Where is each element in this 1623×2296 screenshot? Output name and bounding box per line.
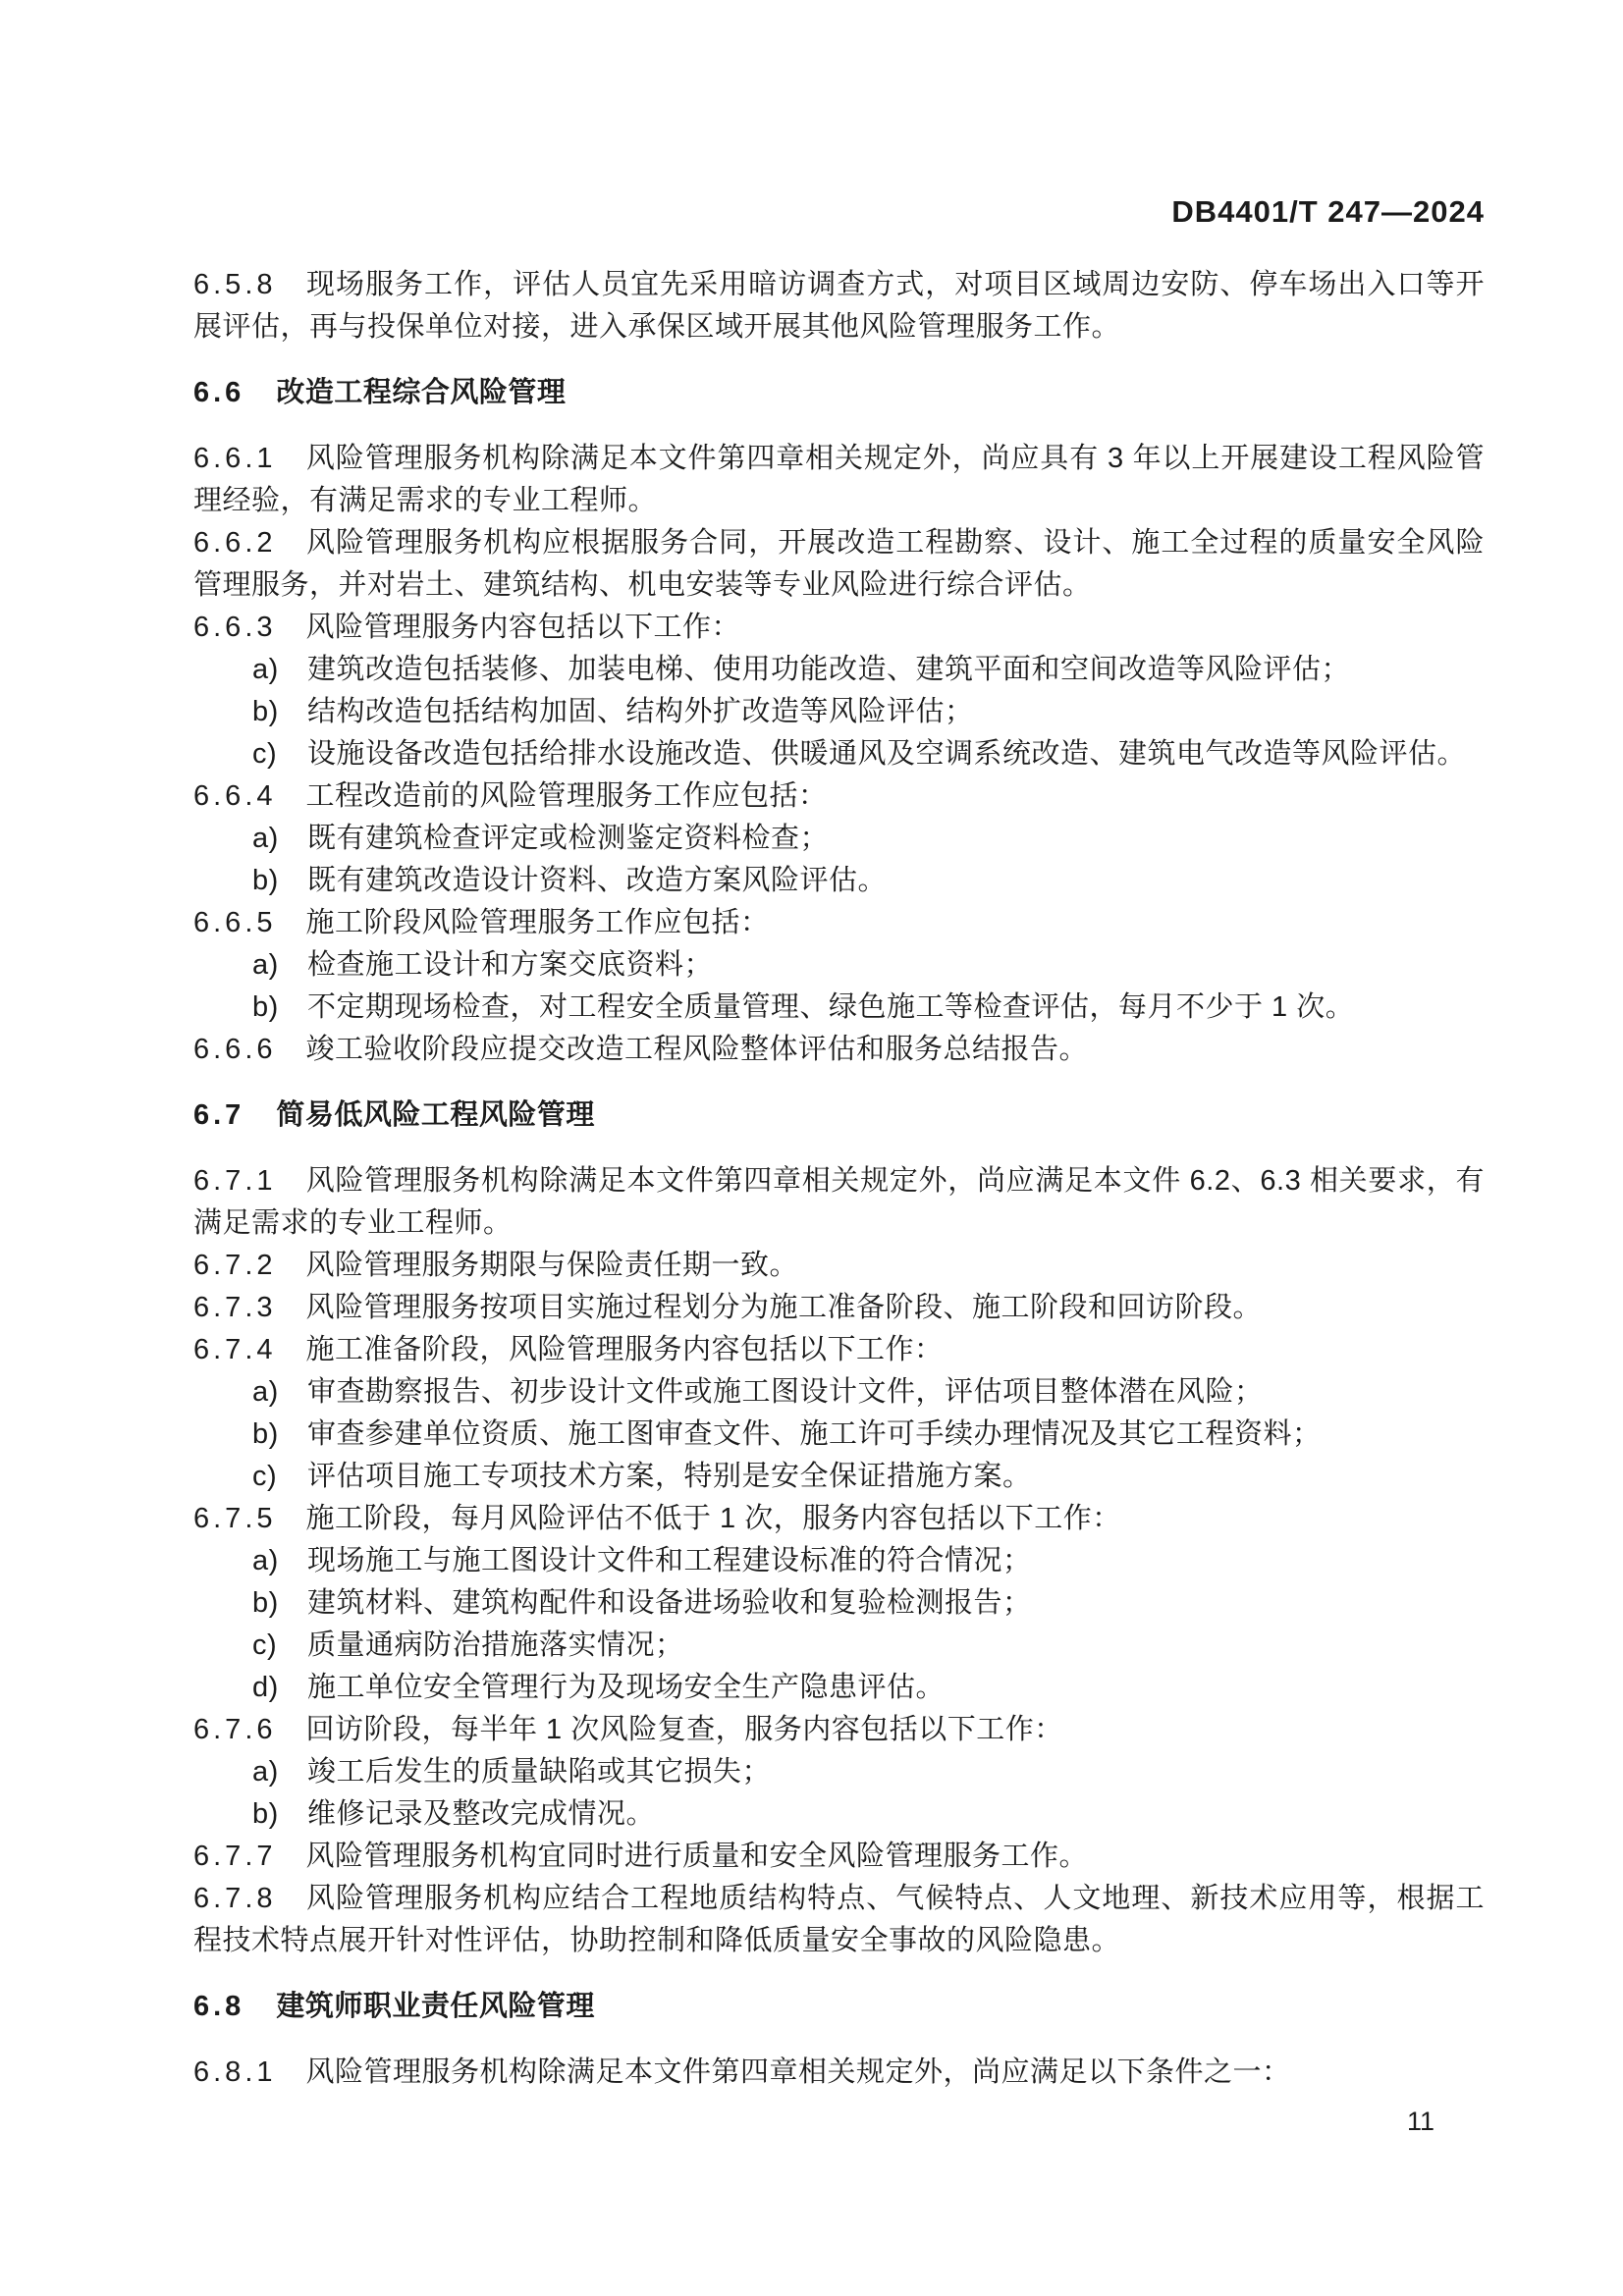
section-heading-6-7 [193, 1095, 1485, 1137]
clause-text: 施工阶段风险管理服务工作应包括： [305, 907, 770, 938]
list-item-text: 既有建筑检查评定或检测鉴定资料检查； [307, 823, 830, 854]
list-item [193, 1625, 1485, 1667]
list-item [193, 1793, 1485, 1836]
clause-6-7-1 [193, 1160, 1485, 1245]
section-number: 6.6 [193, 377, 245, 408]
list-item-text: 建筑材料、建筑构配件和设备进场验收和复验检测报告； [307, 1587, 1032, 1619]
clause-text: 风险管理服务机构除满足本文件第四章相关规定外，尚应具有 3 年以上开展建设工程风险管理经验，有满足需求的专业工程师。 [193, 443, 1485, 516]
clause-6-6-2 [193, 522, 1485, 607]
clause-number: 6.7.4 [193, 1334, 277, 1365]
list-item-text: 评估项目施工专项技术方案，特别是安全保证措施方案。 [307, 1461, 1032, 1492]
list-item-text: 施工单位安全管理行为及现场安全生产隐患评估。 [307, 1672, 946, 1703]
list-item [193, 1582, 1485, 1625]
clause-number: 6.7.3 [193, 1292, 277, 1323]
clause-6-6-1 [193, 438, 1485, 522]
clause-6-6-3 [193, 607, 1485, 649]
list-item-label: c) [252, 1461, 278, 1492]
list-item-label: a) [252, 1756, 279, 1788]
list-item-label: c) [252, 738, 278, 770]
list-item-label: a) [252, 1545, 279, 1576]
clause-text: 风险管理服务按项目实施过程划分为施工准备阶段、施工阶段和回访阶段。 [305, 1292, 1263, 1323]
clause-number: 6.7.2 [193, 1250, 277, 1281]
clause-text: 工程改造前的风险管理服务工作应包括： [305, 780, 828, 812]
document-code-header: DB4401/T 247—2024 [1171, 194, 1485, 229]
list-item [193, 944, 1485, 987]
list-item [193, 649, 1485, 691]
list-item [193, 733, 1485, 775]
clause-number: 6.6.4 [193, 780, 277, 812]
clause-6-8-1 [193, 2052, 1485, 2094]
clause-number: 6.6.1 [193, 443, 277, 474]
clause-text: 风险管理服务机构应结合工程地质结构特点、气候特点、人文地理、新技术应用等，根据工程技术特点展开针对性评估，协助控制和降低质量安全事故的风险隐患。 [193, 1883, 1485, 1956]
list-item-label: b) [252, 991, 279, 1023]
list-item [193, 818, 1485, 860]
clause-text: 现场服务工作，评估人员宜先采用暗访调查方式，对项目区域周边安防、停车场出入口等开展评估，再与投保单位对接，进入承保区域开展其他风险管理服务工作。 [193, 269, 1485, 343]
list-item-label: c) [252, 1629, 278, 1661]
list-item [193, 691, 1485, 733]
clause-number: 6.7.6 [193, 1714, 277, 1745]
clause-6-7-7 [193, 1836, 1485, 1878]
list-item-label: b) [252, 1798, 279, 1830]
page-number: 11 [1406, 2107, 1434, 2136]
section-heading-6-6 [193, 372, 1485, 414]
list-item [193, 1540, 1485, 1582]
clause-6-7-4 [193, 1329, 1485, 1371]
clause-number: 6.5.8 [193, 269, 277, 300]
clause-6-6-5 [193, 902, 1485, 944]
list-item-text: 质量通病防治措施落实情况； [307, 1629, 684, 1661]
list-item-text: 检查施工设计和方案交底资料； [307, 949, 714, 981]
list-item-text: 不定期现场检查，对工程安全质量管理、绿色施工等检查评估，每月不少于 1 次。 [307, 991, 1355, 1023]
clause-number: 6.7.5 [193, 1503, 277, 1534]
clause-number: 6.8.1 [193, 2056, 277, 2088]
clause-text: 风险管理服务机构应根据服务合同，开展改造工程勘察、设计、施工全过程的质量安全风险管理服务，并对岩土、建筑结构、机电安装等专业风险进行综合评估。 [193, 527, 1485, 601]
clause-6-7-2 [193, 1245, 1485, 1287]
clause-text: 施工准备阶段，风险管理服务内容包括以下工作： [305, 1334, 944, 1365]
clause-6-7-6 [193, 1709, 1485, 1751]
list-item-text: 审查勘察报告、初步设计文件或施工图设计文件，评估项目整体潜在风险； [307, 1376, 1264, 1408]
clause-6-7-3 [193, 1287, 1485, 1329]
clause-text: 回访阶段，每半年 1 次风险复查，服务内容包括以下工作： [305, 1714, 1063, 1745]
list-item-label: d) [252, 1672, 279, 1703]
clause-text: 风险管理服务机构宜同时进行质量和安全风险管理服务工作。 [305, 1841, 1089, 1872]
clause-text: 风险管理服务机构除满足本文件第四章相关规定外，尚应满足以下条件之一： [305, 2056, 1291, 2088]
clause-6-6-4 [193, 775, 1485, 818]
list-item-label: b) [252, 865, 279, 896]
list-item [193, 1667, 1485, 1709]
clause-6-7-8 [193, 1878, 1485, 1962]
list-item [193, 987, 1485, 1029]
section-heading-6-8 [193, 1986, 1485, 2028]
section-title: 简易低风险工程风险管理 [276, 1099, 595, 1131]
list-item [193, 1456, 1485, 1498]
section-number: 6.7 [193, 1099, 245, 1131]
clause-number: 6.6.5 [193, 907, 277, 938]
list-item-text: 维修记录及整改完成情况。 [307, 1798, 656, 1830]
clause-number: 6.6.6 [193, 1034, 277, 1065]
list-item [193, 1371, 1485, 1414]
list-item-text: 既有建筑改造设计资料、改造方案风险评估。 [307, 865, 888, 896]
list-item-label: a) [252, 654, 279, 685]
section-number: 6.8 [193, 1991, 245, 2022]
clause-text: 施工阶段，每月风险评估不低于 1 次，服务内容包括以下工作： [305, 1503, 1121, 1534]
list-item-text: 建筑改造包括装修、加装电梯、使用功能改造、建筑平面和空间改造等风险评估； [307, 654, 1351, 685]
list-item-label: a) [252, 823, 279, 854]
list-item-label: b) [252, 1587, 279, 1619]
clause-6-5-8 [193, 264, 1485, 348]
list-item-text: 现场施工与施工图设计文件和工程建设标准的符合情况； [307, 1545, 1032, 1576]
list-item-label: b) [252, 1418, 279, 1450]
list-item [193, 1414, 1485, 1456]
list-item-text: 结构改造包括结构加固、结构外扩改造等风险评估； [307, 696, 974, 727]
list-item-text: 设施设备改造包括给排水设施改造、供暖通风及空调系统改造、建筑电气改造等风险评估。 [307, 738, 1467, 770]
clause-text: 风险管理服务机构除满足本文件第四章相关规定外，尚应满足本文件 6.2、6.3 相关要求，有满足需求的专业工程师。 [193, 1165, 1485, 1239]
list-item-text: 竣工后发生的质量缺陷或其它损失； [307, 1756, 772, 1788]
clause-number: 6.7.7 [193, 1841, 277, 1872]
clause-number: 6.6.3 [193, 612, 277, 643]
document-body [193, 264, 1485, 2094]
list-item-label: b) [252, 696, 279, 727]
list-item-label: a) [252, 949, 279, 981]
clause-text: 竣工验收阶段应提交改造工程风险整体评估和服务总结报告。 [305, 1034, 1089, 1065]
section-title: 改造工程综合风险管理 [276, 377, 567, 408]
clause-text: 风险管理服务期限与保险责任期一致。 [305, 1250, 799, 1281]
clause-number: 6.7.8 [193, 1883, 277, 1914]
clause-6-7-5 [193, 1498, 1485, 1540]
list-item-label: a) [252, 1376, 279, 1408]
clause-text: 风险管理服务内容包括以下工作： [305, 612, 741, 643]
list-item-text: 审查参建单位资质、施工图审查文件、施工许可手续办理情况及其它工程资料； [307, 1418, 1322, 1450]
list-item [193, 1751, 1485, 1793]
section-title: 建筑师职业责任风险管理 [276, 1991, 595, 2022]
list-item [193, 860, 1485, 902]
clause-6-6-6 [193, 1029, 1485, 1071]
clause-number: 6.7.1 [193, 1165, 277, 1197]
clause-number: 6.6.2 [193, 527, 277, 559]
